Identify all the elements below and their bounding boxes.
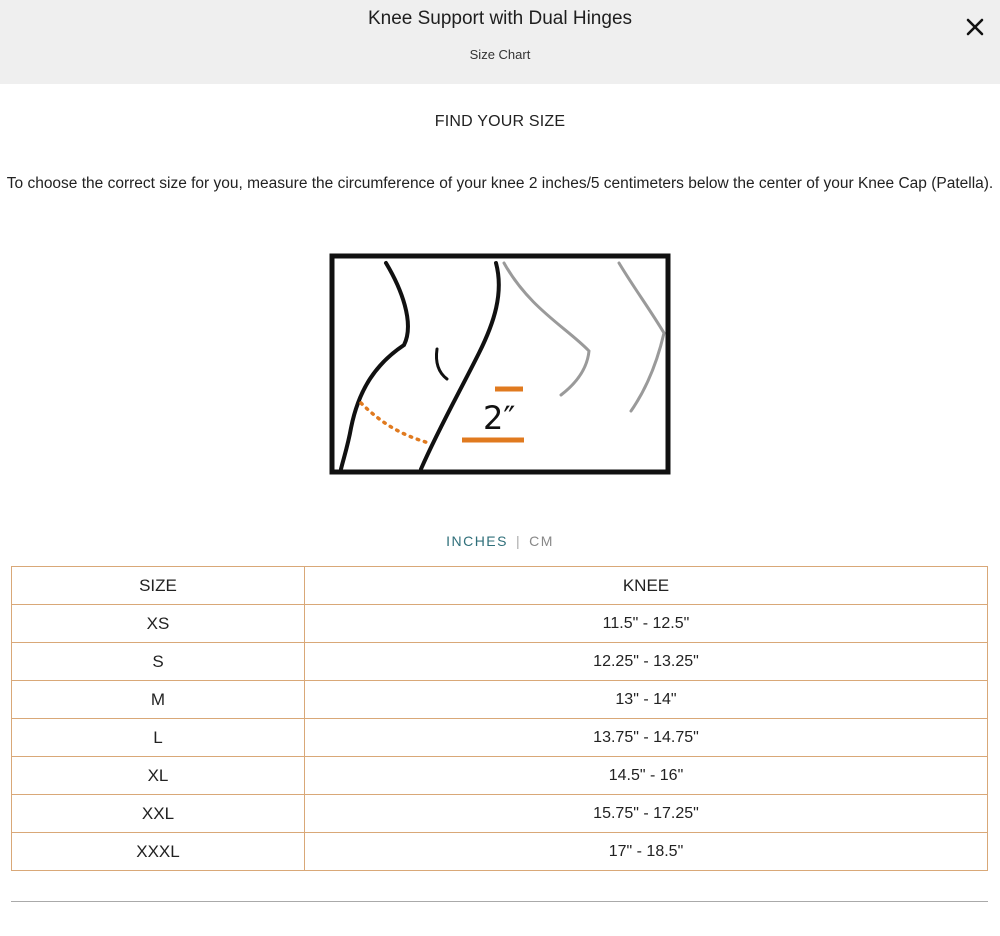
table-row xyxy=(12,833,988,871)
knee-range-cell: 13.75" - 14.75" xyxy=(305,719,988,757)
knee-range-cell: 12.25" - 13.25" xyxy=(305,643,988,681)
table-header-row xyxy=(12,567,988,605)
grey-leg-outline-front xyxy=(619,263,664,411)
close-button[interactable] xyxy=(956,8,994,46)
measure-label: 2″ xyxy=(483,399,516,437)
unit-cm-toggle[interactable]: CM xyxy=(529,533,554,549)
size-cell: XL xyxy=(12,757,305,795)
column-header-knee: KNEE xyxy=(305,567,988,605)
bottom-divider xyxy=(11,901,988,902)
table-row xyxy=(12,757,988,795)
table-row xyxy=(12,719,988,757)
knee-measurement-diagram xyxy=(329,253,671,475)
table-row xyxy=(12,605,988,643)
size-cell: XXL xyxy=(12,795,305,833)
leg-outline-back xyxy=(341,263,408,469)
modal-header xyxy=(0,0,1000,84)
knee-range-cell: 11.5" - 12.5" xyxy=(305,605,988,643)
measuring-instruction: To choose the correct size for you, measure the circumference of your knee 2 inches/5 centimeters below the center of your Knee Cap (Patella). xyxy=(6,175,994,192)
knee-range-cell: 13" - 14" xyxy=(305,681,988,719)
size-cell: XS xyxy=(12,605,305,643)
column-header-size: SIZE xyxy=(12,567,305,605)
size-cell: L xyxy=(12,719,305,757)
table-row xyxy=(12,681,988,719)
grey-leg-outline-back xyxy=(504,263,589,395)
circumference-dotted-line xyxy=(361,403,429,443)
table-row xyxy=(12,643,988,681)
section-heading: FIND YOUR SIZE xyxy=(434,113,566,130)
unit-toggle xyxy=(0,533,1000,549)
knee-range-cell: 15.75" - 17.25" xyxy=(305,795,988,833)
close-icon xyxy=(965,17,985,37)
size-cell: M xyxy=(12,681,305,719)
size-chart-table xyxy=(11,566,988,871)
kneecap-mark xyxy=(436,349,447,379)
unit-separator: | xyxy=(515,533,522,549)
modal-subtitle: Size Chart xyxy=(469,47,531,62)
unit-inches-toggle[interactable]: INCHES xyxy=(446,533,508,549)
knee-range-cell: 14.5" - 16" xyxy=(305,757,988,795)
size-cell: XXXL xyxy=(12,833,305,871)
table-row xyxy=(12,795,988,833)
modal-title: Knee Support with Dual Hinges xyxy=(367,8,633,29)
size-cell: S xyxy=(12,643,305,681)
knee-range-cell: 17" - 18.5" xyxy=(305,833,988,871)
